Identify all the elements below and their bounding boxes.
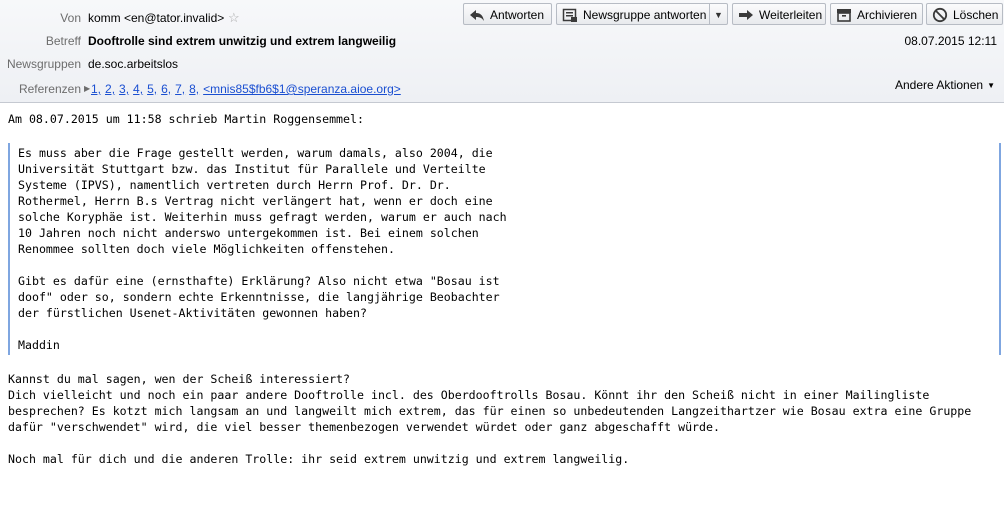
message-body (0, 103, 1004, 506)
quote-line: solche Koryphäe ist. Weiterhin muss gefragt werden, warum er auch nach (18, 210, 507, 224)
reply-line: Kannst du mal sagen, wen der Scheiß interessiert? (8, 372, 351, 386)
quote-line: Renommee sollten doch viele Möglichkeiten offenstehen. (18, 242, 395, 256)
quote-line: Es muss aber die Frage gestellt werden, warum damals, also 2004, die (18, 146, 493, 160)
quote-signature: Maddin (18, 338, 60, 352)
expand-triangle-icon[interactable]: ▶ (84, 84, 91, 93)
reference-link[interactable]: 7, (175, 82, 186, 96)
archive-box-icon (836, 7, 852, 23)
quote-line: Universität Stuttgart bzw. das Institut für Parallele und Verteilte (18, 162, 486, 176)
delete-label: Löschen (953, 8, 999, 22)
reference-link[interactable]: 8, (189, 82, 200, 96)
archive-button[interactable] (830, 3, 923, 25)
reference-message-id-link[interactable]: <mnis85$fb6$1@speranza.aioe.org> (203, 82, 401, 96)
reference-link[interactable]: 6, (161, 82, 172, 96)
split-divider (709, 4, 710, 24)
forward-label: Weiterleiten (759, 8, 823, 22)
newsgroups-row (0, 53, 1004, 75)
reference-link[interactable]: 4, (133, 82, 144, 96)
reply-line: dafür "verschwendet" wird, die viel besser themenbezogen verwendet würdet oder ganz abgeschafft würde. (8, 420, 720, 434)
archive-label: Archivieren (857, 8, 918, 22)
newsgroups-label: Newsgruppen (6, 57, 81, 71)
star-icon[interactable]: ☆ (228, 10, 240, 25)
newsgroups-value[interactable]: de.soc.arbeitslos (88, 57, 179, 71)
reply-line: besprechen? Es kotzt mich langsam an und langweilt mich extrem, das für einen so unbedeutenden Langzeithartzer wie Bosau extra eine Gruppe (8, 404, 972, 418)
message-header (0, 0, 1004, 103)
reply-button[interactable] (463, 3, 552, 25)
chevron-down-icon: ▼ (987, 81, 995, 90)
delete-no-entry-icon (932, 7, 948, 23)
reply-line: Noch mal für dich und die anderen Trolle: ihr seid extrem unwitzig und extrem langweilig. (8, 452, 630, 466)
reference-link[interactable]: 5, (147, 82, 158, 96)
delete-button[interactable] (926, 3, 1003, 25)
quote-line: der fürstlichen Usenet-Aktivitäten gewonnen haben? (18, 306, 368, 320)
more-actions-label: Andere Aktionen (895, 78, 984, 92)
forward-button[interactable] (732, 3, 826, 25)
dropdown-arrow-icon[interactable]: ▼ (714, 10, 723, 20)
reply-label: Antworten (490, 8, 545, 22)
attribution-line: Am 08.07.2015 um 11:58 schrieb Martin Roggensemmel: (8, 112, 364, 126)
reply-line: Dich vielleicht und noch ein paar andere Dooftrolle incl. des Oberdooftrolls Bosau. Könnt ihr den Scheiß nicht in einer Mailingliste (8, 388, 930, 402)
reply-arrow-icon (469, 7, 485, 23)
quote-line: Rothermel, Herrn B.s Vertrag nicht verlängert hat, wenn er doch eine (18, 194, 493, 208)
references-label: Referenzen (18, 82, 81, 96)
from-value[interactable]: komm <en@tator.invalid> (88, 11, 225, 25)
subject-label: Betreff (45, 34, 81, 48)
quote-line: 10 Jahren noch nicht anderswo untergekommen ist. Bei einem solchen (18, 226, 479, 240)
from-label: Von (60, 11, 81, 25)
subject-row (0, 30, 1004, 52)
quote-line: Gibt es dafür eine (ernsthafte) Erklärung? Also nicht etwa "Bosau ist (18, 274, 500, 288)
reply-newsgroup-button[interactable] (556, 3, 728, 25)
forward-arrow-icon (738, 7, 754, 23)
reference-link[interactable]: 1, (91, 82, 102, 96)
newsgroup-reply-icon (562, 7, 578, 23)
more-actions-button[interactable] (895, 78, 995, 92)
references-list (91, 78, 405, 100)
reference-link[interactable]: 2, (105, 82, 116, 96)
quote-line: doof" oder so, sondern echte Erkenntnisse, die langjährige Beobachter (18, 290, 500, 304)
reply-newsgroup-label: Newsgruppe antworten (583, 8, 707, 22)
subject-value: Dooftrolle sind extrem unwitzig und extrem langweilig (88, 34, 397, 48)
reference-link[interactable]: 3, (119, 82, 130, 96)
quote-line: Systeme (IPVS), namentlich vertreten durch Herrn Prof. Dr. Dr. (18, 178, 451, 192)
references-row (0, 78, 860, 100)
message-date: 08.07.2015 12:11 (904, 34, 997, 48)
quoted-text-block (8, 143, 1001, 355)
